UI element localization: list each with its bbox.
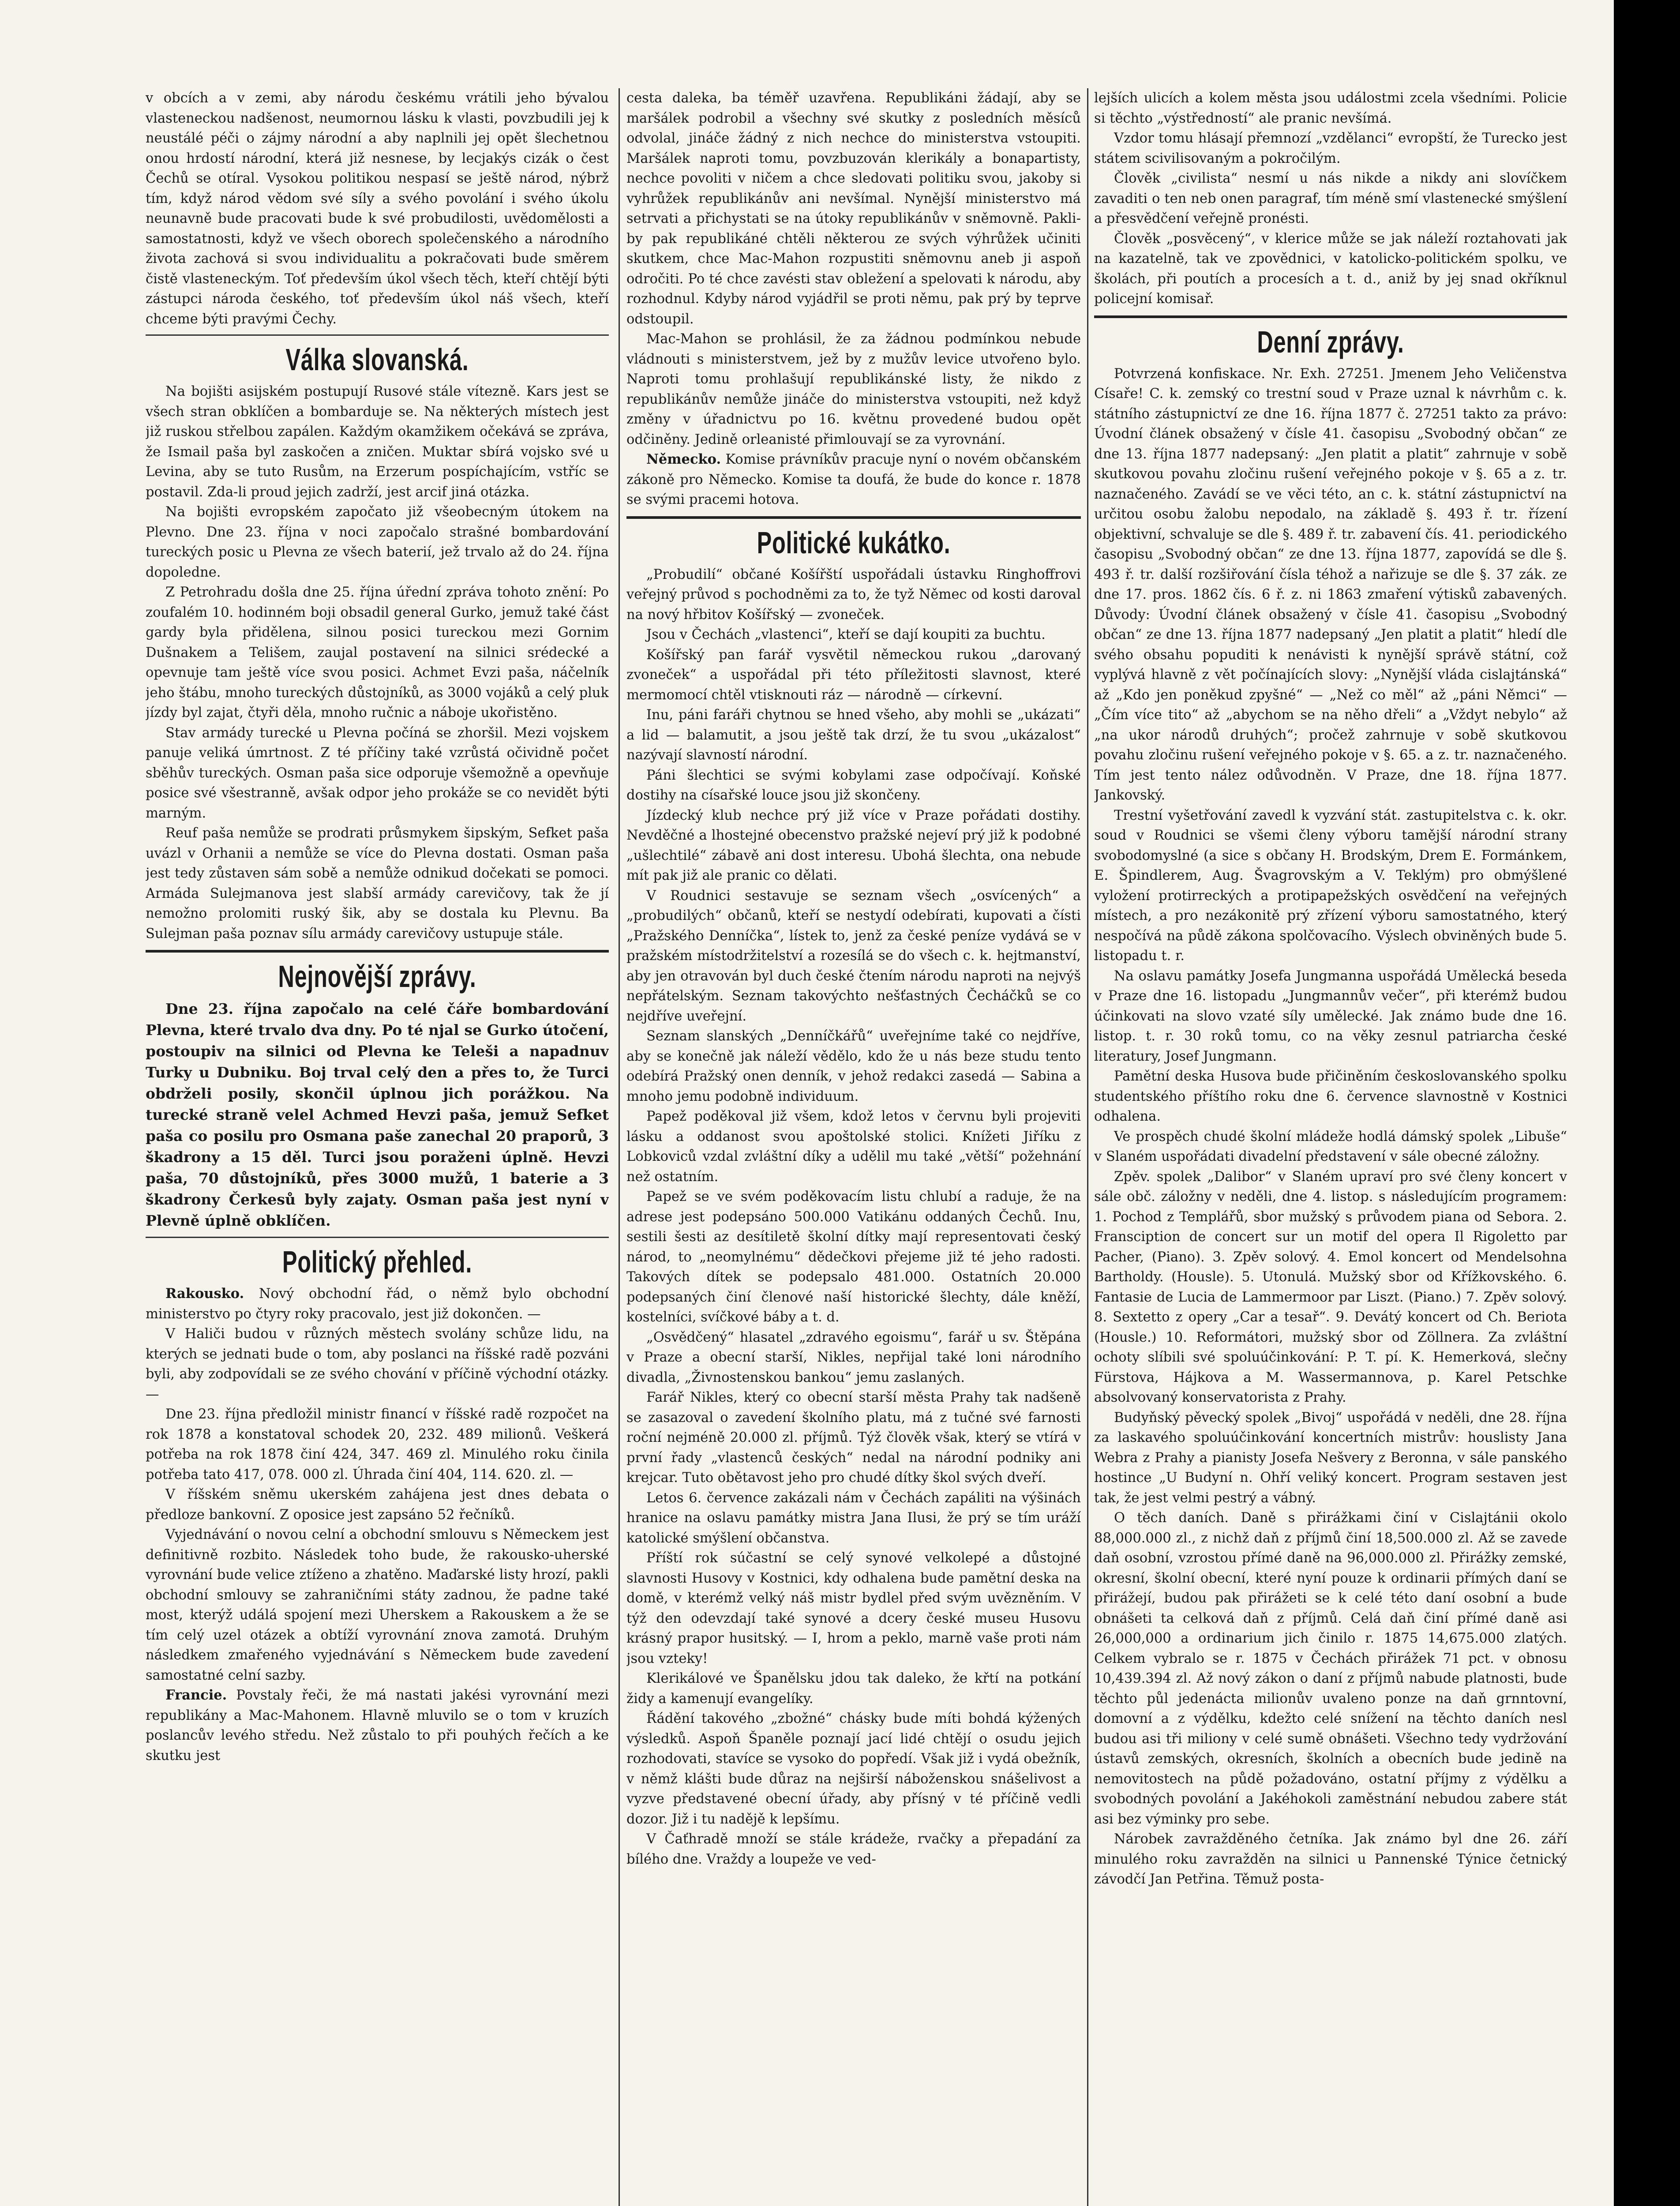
section-heading-nejnovejsi-zpravy: Nejnovější zprávy. bbox=[278, 959, 476, 994]
column-rule bbox=[1087, 88, 1088, 2206]
section-heading-valka-slovanska: Válka slovanská. bbox=[285, 342, 469, 377]
paragraph: Reuf paša nemůže se prodrati průsmykem šipským, Sefket paša uvázl v Orhanii a nemůže se více do Plevna dostati. Osman paša jest tedy zůstaven sám sobě a nemůže odnikud dočekati se pomoci. Armáda Sulejmanova jest slabší armády carevičovy, tak že jí nemožno prolomiti ruský šik, aby se dostala ku Plevnu. Ba Sulejman paša poznav sílu armády carevičovy ustupuje stále. bbox=[146, 825, 609, 942]
paragraph: Inu, páni faráři chytnou se hned všeho, aby mohli se „ukázati“ a lid — balamutit, a jsou ještě tak drzí, že tu svou „ukázalost“ nazývají slavností národní. bbox=[626, 707, 1081, 763]
paragraph: Jsou v Čechách „vlastenci“, kteří se dají koupiti za buchtu. bbox=[646, 627, 1046, 642]
paragraph: V říšském sněmu ukerském zahájena jest dnes debata o předloze bankovní. Z oposice jest zapsáno 52 řečníků. bbox=[146, 1487, 609, 1523]
paragraph: Stav armády turecké u Plevna počíná se zhoršil. Mezi vojskem panuje veliká úmrtnost. Z té příčiny také vzrůstá očividně počet sběhův tureckých. Osman paša sice odporuje všemožně a opevňuje posice své všestranně, avšak odpor jeho prokáže se co nevidět býti marným. bbox=[146, 725, 609, 821]
paragraph: Klerikálové ve Španělsku jdou tak daleko, že křtí na potkání židy a kamenují evangelíky. bbox=[626, 1671, 1081, 1707]
paragraph-text: Komise právníkův pracuje nyní o novém občanském zákoně pro Německo. Komise ta doufá, že bude do konce r. 1878 se svými pracemi hotova. bbox=[626, 452, 1081, 507]
section-divider bbox=[1094, 315, 1567, 318]
paragraph: Vyjednávání o novou celní a obchodní smlouvu s Německem jest definitivně rozbito. Následek toho bude, že rakousko-uherské vyrovnání bude velice ztíženo a zhatěno. Maďarské listy hrozí, pakli obchodní smlouvy se zahraničními státy zadnou, že padne také most, kterýž událá spojení mezi Uherskem a Rakouskem a že se tím celý uzel otázek a obtíží vyrovnání znova zamotá. Druhým následkem zmařeného vyjednávání s Německem bude zavedení samostatné celní sazby. bbox=[146, 1527, 609, 1683]
column-1 bbox=[146, 88, 609, 2206]
paragraph: cesta daleka, ba téměř uzavřena. Republikáni žádají, aby se maršálek podrobil a všechny své skutky z posledních měsíců odvolal, jináče žádný z nich nechce do ministerstva vstoupiti. Maršálek naproti tomu, povzbuzován klerikály a bonapartisty, nechce povoliti v ničem a chce sledovati politiku svou, jakoby si vyhrůžek republikánův ani nevšímal. Nynější ministerstvo má setrvati a přichystati se na útoky republikánův v sněmovně. Pakli-by pak republikáné chtěli některou ze svých výhrůžek učiniti skutkem, chce Mac-Mahon rozpustiti sněmovnu aneb ji aspoň odročiti. Po té chce zavésti stav obležení a spelovati k národu, aby rozhodnul. Kdyby národ vyjádřil se proti němu, pak prý by teprve odstoupil. bbox=[626, 90, 1081, 327]
paragraph: Na bojišti evropském započato již všeobecným útokem na Plevno. Dne 23. října v noci započalo strašné bombardování tureckých posic u Plevna ze všech baterií, jež trvalo až do 24. října dopoledne. bbox=[146, 504, 609, 580]
paragraph: Z Petrohradu došla dne 25. října úřední zpráva tohoto znění: Po zoufalém 10. hodinném boji obsadil general Gurko, jemuž také část gardy byla přidělena, silnou posici tureckou mezi Gornim Dušnakem a Telišem, zaujal postavení na silnici srédecké a opevnuje tam ještě více svou posici. Achmet Evzi paša, náčelník jeho štábu, mnoho tureckých důstojníků, as 3000 vojáků a celý pluk jízdy byl zajat, čtyři děla, mnoho ručnic a náboje ukořistěno. bbox=[146, 585, 609, 720]
paragraph: Mac-Mahon se prohlásil, že za žádnou podmínkou nebude vládnouti s ministerstvem, jež by z mužův levice utvořeno bylo. Naproti tomu prohlašují republikánské listy, že nikdo z republikánův nemůže jináče do ministerstva vstoupiti, než když změny v úřadnictvu po 16. květnu provedené budou opět odčiněny. Jedině orleanisté přimlouvají se za vyrovnání. bbox=[626, 331, 1081, 447]
paragraph: v obcích a v zemi, aby národu českému vrátili jeho bývalou vlasteneckou nadšenost, neumornou lásku k vlasti, povzbudili jej k neustálé péči o zájmy národní a aby naplnili jej opět šlechetnou onou hrdostí národní, která již nesnese, by lecjakýs cizák o čest Čechů se otíral. Vysokou politikou nespasí se ještě národ, nýbrž tím, když národ vědom své síly a svého povolání i svého úkolu neunavně bude pracovati bude k své probudilosti, uvědomělosti a samostatnosti, když ve všech oborech společenského a národního života zachová si svou individualitu a pokračovati bude směrem čistě vlasteneckým. Toť především úkol všech těch, kteří chtějí býti zástupci národa českého, toť především úkol náš všech, kteří chceme býti pravými Čechy. bbox=[146, 90, 609, 327]
paragraph: Trestní vyšetřování zavedl k vyzvání stát. zastupitelstva c. k. okr. soud v Roudnici se všemi členy výboru tamější národní strany svobodomyslné (a sice s občany H. Brodským, Drem E. Formánkem, E. Špindlerem, Aug. Švagrovským a V. Teklým) pro obmýšlené vyložení protirreckých a protipapežských osvědčení na veřejných místech, a pro nezákonitě prý zřízení výboru samostatného, který nespočívá na půdě zákona spolčovacího. Výslech obviněných bude 5. listopadu t. r. bbox=[1094, 807, 1567, 964]
paragraph: „Probudilí“ občané Košířští uspořádali ústavku Ringhoffrovi veřejný průvod s pochodněmi za to, že tyž Němec od kosti daroval na nový hřbitov Košířský — zvoneček. bbox=[626, 567, 1081, 623]
paragraph: Příští rok súčastní se celý synové velkolepé a důstojné slavnosti Husovy v Kostnici, kdy odhalena bude pamětní deska na domě, v kterémž velký náš mistr bydlel před svým uvězněním. V týž den odevzdají také synové a dcery české museu Husovu krásný prapor husitský. — I, hrom a peklo, marně vaše proti nám jsou vzteky! bbox=[626, 1550, 1081, 1666]
paragraph: Jízdecký klub nechce prý již více v Praze pořádati dostihy. Nevděčné a lhostejné obecenstvo pražské nejeví prý již k podobné „ušlechtilé“ zábavě ani dost interesu. Ubohá šlechta, ona nebude mít pak již ale pranic co dělati. bbox=[626, 807, 1081, 883]
column-2 bbox=[626, 88, 1081, 2206]
paragraph bbox=[146, 1284, 609, 1324]
column-3 bbox=[1094, 88, 1567, 2206]
paragraph: Papež se ve svém poděkovacím listu chlubí a raduje, že na adrese jest podepsáno 500.000 Vatikánu oddaných Čechů. Inu, sestili šesti az desítiletě školní dítky mají representovati český národ, to „neomylnému“ dědečkovi přejeme již té jeho radosti. Takových dítek se podepsalo 481.000. Ostatních 20.000 podepsaných činí členové naší historické šlechty, dále kněží, kostelníci, svíčkové báby a t. d. bbox=[626, 1189, 1081, 1325]
paragraph-bold: Dne 23. října započalo na celé čáře bombardování Plevna, které trvalo dva dny. Po té njal se Gurko útočení, postoupiv na silnici od Plevna ke Teleši a napadnuv Turky u Dubniku. Boj trval celý den a přes to, že Turci obdrželi posily, skončil úplnou jich porážkou. Na turecké straně velel Achmed Hevzi paša, jemuž Sefket paša co posilu pro Osmana paše zanechal 20 praporů, 3 škadrony a 15 děl. Turci jsou poraženi úplně. Hevzi paša, 70 důstojníků, přes 3000 mužů, 1 baterie a 3 škadrony Čerkesů byly zajaty. Osman paša jest nyní v Plevně úplně obklíčen. bbox=[146, 1000, 609, 1229]
section-divider bbox=[146, 950, 609, 953]
section-heading-politicky-prehled: Politický přehled. bbox=[282, 1245, 472, 1279]
paragraph: Farář Nikles, který co obecní starší města Prahy tak nadšeně se zasazoval o zavedení školního platu, má z tučné své farnosti roční nejméně 20.000 zl. příjmů. Týž člověk však, který se vtírá v první řady „vlastenců českých“ nedal na národní podniky ani krejcar. Tuto obětavost jeho pro chudé dítky škol svých dveří. bbox=[626, 1390, 1081, 1486]
paragraph: V Roudnici sestavuje se seznam všech „osvícených“ a „probudilých“ občanů, kteří se nestydí odebírati, kupovati a čísti „Pražského Denníčka“, lístek to, jenž za české peníze vydává se v pražském místodržitelství a rozesílá se do všech c. k. hejtmanství, aby jen otravován byl duch české čtením národu naproti na nejvýš nepřátelským. Seznam takovýchto nešťastných Čecháčků se co nejdříve uveřejní. bbox=[626, 888, 1081, 1024]
section-divider bbox=[626, 516, 1081, 519]
paragraph-text: Nový obchodní řád, o němž bylo obchodní ministerstvo po čtyry roky pracovalo, jest již dokončen. — bbox=[146, 1286, 609, 1322]
paragraph: V Haliči budou v různých městech svolány schůze lidu, na kterých se jednati bude o tom, aby poslanci na říšské radě pozváni byli, aby zodpovídali se ze svého chování v příčině východní otázky. — bbox=[146, 1326, 609, 1402]
paragraph-text: Povstaly řeči, že má nastati jakési vyrovnání mezi republikány a Mac-Mahonem. Hlavně mluvilo se o tom v kruzích poslancův levého středu. Než zůstalo to při pouhých řečích a ke skutku jest bbox=[146, 1688, 609, 1763]
paragraph: Nárobek zavražděného četníka. Jak známo byl dne 26. září minulého roku zavražděn na silnici u Pannenské Týnice četnický závodčí Jan Petřina. Těmuž posta- bbox=[1094, 1831, 1567, 1887]
paragraph: Řádění takového „zbožné“ chásky bude míti bohdá kýžených výsledků. Aspoň Španěle poznají jací lidé chtějí o osudu jejich rozhodovati, stavíce se vysoko do popředí. Však již i vydá obežník, v němž klášti bude důraz na nejširší náboženskou snášelivost a vyzve představené obecní úřady, aby přísný v té příčině vedli dozor. Již i tu nadějě k lepšímu. bbox=[626, 1711, 1081, 1827]
paragraph: Člověk „posvěcený“, v klerice může se jak náleží roztahovati jak na kazatelně, tak ve zpovědnici, v katolicko-politickém spolku, ve školách, při poutích a procesích a t. d., aniž by jej snad okříknul policejní komisař. bbox=[1094, 231, 1567, 307]
paragraph: V Čaťhradě množí se stále krádeže, rvačky a přepadání za bílého dne. Vraždy a loupeže ve ved- bbox=[626, 1831, 1081, 1867]
paragraph: lejších ulicích a kolem města jsou událostmi zcela všedními. Policie si těchto „výstředností“ ale pranic nevšímá. bbox=[1094, 90, 1567, 126]
paragraph: Na oslavu památky Josefa Jungmanna uspořádá Umělecká beseda v Praze dne 16. listopadu „Jungmannův večer“, při kterémž budou účinkovati na slovo vzaté síly umělecké. Jak známo bude dne 16. listop. t. r. 30 roků tomu, co na věky zesnul patriarcha české literatury, Josef Jungmann. bbox=[1094, 968, 1567, 1064]
paragraph bbox=[146, 1685, 609, 1766]
paragraph: Dne 23. října předložil ministr financí v říšské radě rozpočet na rok 1878 a konstatoval schodek 20, 232. 489 milionů. Veškerá potřeba na rok 1878 činí 424, 347. 469 zl. Minulého roku činila potřeba tato 417, 078. 000 zl. Úhrada činí 404, 114. 620. zl. — bbox=[146, 1407, 609, 1482]
paragraph: Pamětní deska Husova bude přičiněním českoslovanského spolku studentského příštího roku dne 6. července slavnostně v Kostnici odhalena. bbox=[1094, 1069, 1567, 1124]
section-heading-denni-zpravy: Denní zprávy. bbox=[1257, 324, 1404, 359]
paragraph: Letos 6. července zakázali nám v Čechách zapáliti na výšinách hranice na oslavu památky mistra Jana Ilusi, že prý se tím uráží katolické smýšlení občanstva. bbox=[626, 1490, 1081, 1546]
paragraph: Ve prospěch chudé školní mládeže hodlá dámský spolek „Libuše“ v Slaném uspořádati divadelní představení v sále obecné záložny. bbox=[1094, 1129, 1567, 1164]
paragraph: Košířský pan farář vysvětil německou rukou „darovaný zvoneček“ a uspořádal při této příležitosti slavnost, které mermomocí chtěl vtisknouti ráz — národně — církevní. bbox=[626, 647, 1081, 703]
country-lead: Rakousko. bbox=[165, 1286, 244, 1302]
paragraph: Seznam slanských „Denníčkářů“ uveřejníme také co nejdříve, aby se konečně jak náleží vědělo, kdo že u nás beze studu tento odebírá Pražský onen denník, v jehož redakci zasedá — Sabina a mnoho jemu podobně individuum. bbox=[626, 1028, 1081, 1104]
article-columns bbox=[146, 88, 1567, 2206]
country-lead: Německo. bbox=[646, 451, 721, 467]
paragraph: Potvrzená konfiskace. Nr. Exh. 27251. Jmenem Jeho Veličenstva Císaře! C. k. zemský co trestní soud v Praze uznal k návrhům c. k. státního zástupnictví ze dne 16. října 1877 č. 27251 takto za právo: Úvodní článek obsažený v čísle 41. časopisu „Svobodný občan“ ze dne 13. října 1877 nadepsaný: „Jen platit a platit“ zahrnuje v sobě skutkovou povahu zločinu rušení veřejného pokoje v §. 65 a z. tr. naznačeného. Zavádí se ve věci této, an c. k. státní zástupnictví na určitou osobu žalobu nepodalo, na základě §. 493 ř. tr. řízení objektivní, schvaluje se dle §. 489 ř. tr. zabavení čís. 41. periodického časopisu „Svobodný občan“ ze dne 13. října 1877, zapovídá se dle §. 493 ř. tr. další rozšiřování čísla téhož a nařizuje se dle §. 37 zák. ze dne 17. pros. 1862 čís. 6 ř. z. ni 1863 zmaření výtisků zabavených. Důvody: Úvodní článek obsažený v čísle 41. časopisu „Svobodný občan“ ze dne 13. října 1877 nadepsaný „Jen platit a platit“ hledí dle svého obsahu popuditi k nenávisti k nynější správě státní, což vyplývá hlavně z vět počínajících slovy: „Nynější vláda cislajtánská“ až „Kdo jen poněkud zpyšné“ — „Než co měl“ až „páni Němci“ — „Čím více tito“ až „abychom se na něho dřeli“ a „Vždyt nebylo“ až „na ukor národů druhých“; pročež zahrnuje v sobě skutkovou povahu zločinu rušení veřejného pokoje v §. 65. a z. tr. naznačeného. Tím jest tento nález odůvodněn. V Praze, dne 18. října 1877. Jankovský. bbox=[1094, 366, 1567, 803]
paragraph: Člověk „civilista“ nesmí u nás nikde a nikdy ani slovíčkem zavaditi o ten neb onen paragraf, tím méně smí vlastenecké smýšlení a přesvědčení veřejně pronésti. bbox=[1094, 171, 1567, 226]
paragraph: Papež poděkoval již všem, kdož letos v červnu byli projeviti lásku a oddanost svou apoštolské stolici. Knížeti Jiříku z Lobkoviců vzdal zvláštní díky a udělil mu také „větší“ požehnání než ostatním. bbox=[626, 1109, 1081, 1185]
paragraph: Zpěv. spolek „Dalibor“ v Slaném upraví pro své členy koncert v sále obč. záložny v neděli, dne 4. listop. s následujícím programem: 1. Pochod z Templářů, sbor mužský s průvodem piana od Sebora. 2. Fransciption de concert sur un motif del opera Il Rigoletto par Pacher, (Piano). 3. Zpěv solový. 4. Emol koncert od Mendelsohna Bartholdy. (Housle). 5. Utonulá. Mužský sbor od Křížkovského. 6. Fantasie de Lucia de Lammermoor par Liszt. (Piano.) 7. Zpěv solový. 8. Sextetto z opery „Car a tesař“. 9. Devátý koncert od Ch. Beriota (Housle.) 10. Reformátori, mužský sbor od Zöllnera. Za zvláštní ochoty slíbili své spoluúčinkování: P. T. pí. K. Hemerková, slečny Fürstova, Hájkova a M. Wassermannova, p. Karel Petschke absolvovaný konservatorista z Prahy. bbox=[1094, 1169, 1567, 1405]
paragraph bbox=[626, 450, 1081, 510]
section-divider bbox=[146, 1237, 609, 1238]
paragraph: „Osvědčený“ hlasatel „zdravého egoismu“, farář u sv. Štěpána v Praze a obecní starší, Nikles, nepřijal také loni národního divadla, „Živnostenskou bankou“ jemu zaslaných. bbox=[626, 1329, 1081, 1385]
column-rule bbox=[619, 88, 620, 2206]
paragraph: Páni šlechtici se svými kobylami zase odpočívají. Koňské dostihy na císařské louce jsou již skončeny. bbox=[626, 767, 1081, 803]
section-heading-politicke-kukatko: Politické kukátko. bbox=[757, 525, 951, 560]
country-lead: Francie. bbox=[165, 1687, 227, 1703]
section-divider bbox=[146, 334, 609, 336]
paragraph: Vzdor tomu hlásají přemnozí „vzdělanci“ evropští, že Turecko jest státem scivilisovaným a pokročilým. bbox=[1094, 131, 1567, 166]
paragraph: Budyňský pěvecký spolek „Bivoj“ uspořádá v neděli, dne 28. října za laskavého spoluúčinkování koncertních mistrův: houslisty Jana Webra z Prahy a pianisty Josefa Nešvery z Beronna, v sále panského hostince „U Budyní n. Ohří veliký koncert. Program sestaven jest tak, že jest velmi pestrý a vábný. bbox=[1094, 1410, 1567, 1506]
scan-border-right bbox=[1614, 0, 1680, 2206]
paragraph: O těch daních. Daně s přirážkami činí v Cislajtánii okolo 88,000.000 zl., z nichž daň z příjmů činí 18,500.000 zl. Až se zavede daň osobní, vzrostou přímé daně na 96,000.000 zl. Přirážky zemské, okresní, školní obecní, které nyní pouze k ordinarii přímých daní se přirážejí, budou pak přirážeti se k celé této daní osobní a bude obnášeti ta celková daň z příjmů. Celá daň činí přímé daně asi 26,000,000 a ordinarium jich činilo r. 1875 14,675.000 zlatých. Celkem vybralo se r. 1875 v Čechách přirážek 71 pct. v obnosu 10,439.394 zl. Až nový zákon o daní z příjmů nabude platnosti, bude těchto půl jedenácta milionův uvaleno ponze na daň grnntovní, domovní a z výdělku, kdežto celé snížení na těchto daních nesl budou asi tři miliony v celé sumě obnášeti. Všechno tedy vydržování ústavů zemských, okresních, školních a obecních bude jedině na nemovitostech na půdě požadováno, ostatní příjmy z výdělku a svobodných povolání a Jakéhokoli zaměstnání nebudou zabere stát asi bez výminky pro sebe. bbox=[1094, 1510, 1567, 1827]
paragraph: Na bojišti asijském postupují Rusové stále vítezně. Kars jest se všech stran obklíčen a bombarduje se. Na některých místech jest již ruskou střelbou zapálen. Každým okamžikem očekává se zpráva, že Ismail paša byl zaskočen a zničen. Muktar sbírá vojsko své u Levina, aby se tuto Rusům, na Erzerum pospíchajícím, vstříc se postavil. Zda-li proud jejich zadrží, jest arcif jiná otázka. bbox=[146, 384, 609, 500]
